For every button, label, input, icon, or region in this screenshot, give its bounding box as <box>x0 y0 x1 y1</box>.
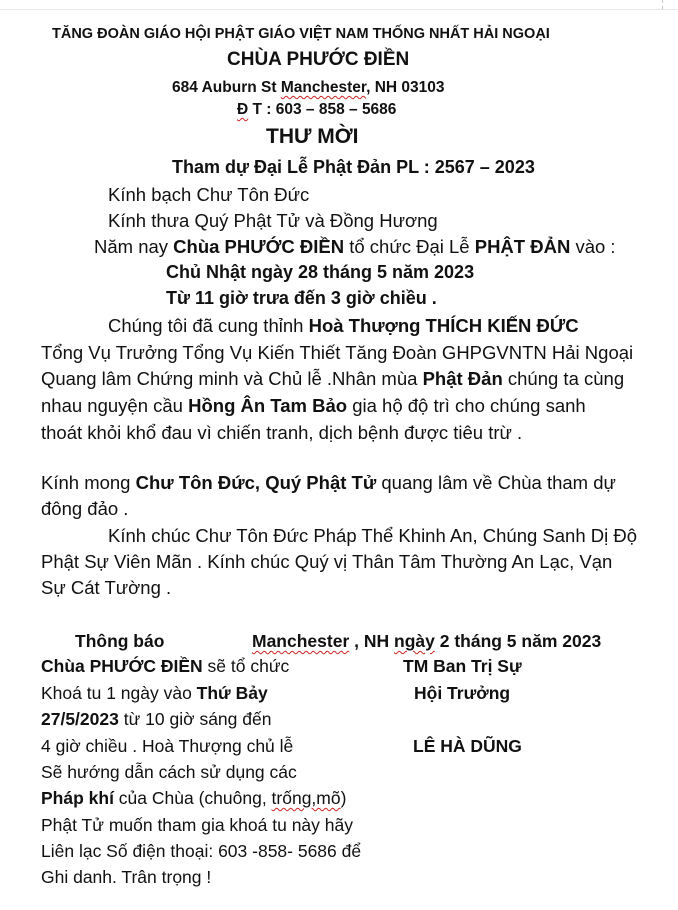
notice-heading: Thông báo <box>75 631 165 651</box>
notice-line-1: Chùa PHƯỚC ĐIỀN sẽ tổ chức <box>41 656 290 676</box>
temple-name: CHÙA PHƯỚC ĐIỀN <box>227 49 410 70</box>
body-p1-line-5: thoát khỏi khổ đau vì chiến tranh, dịch bệnh được tiêu trừ . <box>41 422 523 443</box>
letter-title: THƯ MỜI <box>266 125 359 148</box>
notice-line-7: Phật Tử muốn tham gia khoá tu này hãy <box>41 815 353 835</box>
body-p1-line-2: Tổng Vụ Trưởng Tổng Vụ Kiến Thiết Tăng Đoàn GHPGVNTN Hải Ngoại <box>41 342 634 363</box>
greeting-line-1: Kính bạch Chư Tôn Đức <box>108 184 310 205</box>
notice-line-5: Sẽ hướng dẫn cách sử dụng các <box>41 762 297 782</box>
body-p2-line-1: Kính mong Chư Tôn Đức, Quý Phật Tử quang lâm về Chùa tham dự <box>41 472 616 493</box>
announcement-line: Năm nay Chùa PHƯỚC ĐIỀN tổ chức Đại Lễ PHẬT ĐẢN vào : <box>94 236 616 257</box>
event-date: Chủ Nhật ngày 28 tháng 5 năm 2023 <box>166 262 475 282</box>
org-name: TĂNG ĐOÀN GIÁO HỘI PHẬT GIÁO VIỆT NAM THỐNG NHẤT HẢI NGOẠI <box>52 26 550 42</box>
body-p3-line-2: Phật Sự Viên Mãn . Kính chúc Quý vị Thân Tâm Thường An Lạc, Vạn <box>41 551 613 572</box>
signature-role: Hội Trưởng <box>414 683 511 703</box>
notice-line-9: Ghi danh. Trân trọng ! <box>41 867 212 887</box>
temple-phone: Đ T : 603 – 858 – 5686 <box>237 101 397 118</box>
signature-name: LÊ HÀ DŨNG <box>413 736 522 756</box>
notice-line-8: Liên lạc Số điện thoại: 603 -858- 5686 để <box>41 841 362 861</box>
greeting-line-2: Kính thưa Quý Phật Tử và Đồng Hương <box>108 210 438 231</box>
notice-line-3: 27/5/2023 từ 10 giờ sáng đến <box>41 709 272 729</box>
body-p1-line-4: nhau nguyện cầu Hồng Ân Tam Bảo gia hộ độ trì cho chúng sanh <box>41 395 586 416</box>
body-p3-line-1: Kính chúc Chư Tôn Đức Pháp Thể Khinh An, Chúng Sanh Dị Độ <box>108 525 638 546</box>
body-p2-line-2: đông đảo . <box>41 498 129 519</box>
notice-line-6: Pháp khí của Chùa (chuông, trống,mõ) <box>41 788 347 808</box>
event-time: Từ 11 giờ trưa đến 3 giờ chiều . <box>166 288 437 308</box>
signature-board: TM Ban Trị Sự <box>403 656 522 676</box>
letter-subtitle: Tham dự Đại Lễ Phật Đản PL : 2567 – 2023 <box>172 157 535 177</box>
body-p1-line-3: Quang lâm Chứng minh và Chủ lễ .Nhân mùa Phật Đản chúng ta cùng <box>41 368 625 389</box>
temple-address: 684 Auburn St Manchester, NH 03103 <box>172 79 445 96</box>
page-top-edge <box>0 0 678 10</box>
body-p3-line-3: Sự Cát Tường . <box>41 577 172 598</box>
body-p1-line-1: Chúng tôi đã cung thỉnh Hoà Thượng THÍCH KIẾN ĐỨC <box>108 315 579 336</box>
notice-line-4: 4 giờ chiều . Hoà Thượng chủ lễ <box>41 736 294 756</box>
signature-date: Manchester , NH ngày 2 tháng 5 năm 2023 <box>252 631 602 651</box>
notice-line-2: Khoá tu 1 ngày vào Thứ Bảy <box>41 683 268 703</box>
